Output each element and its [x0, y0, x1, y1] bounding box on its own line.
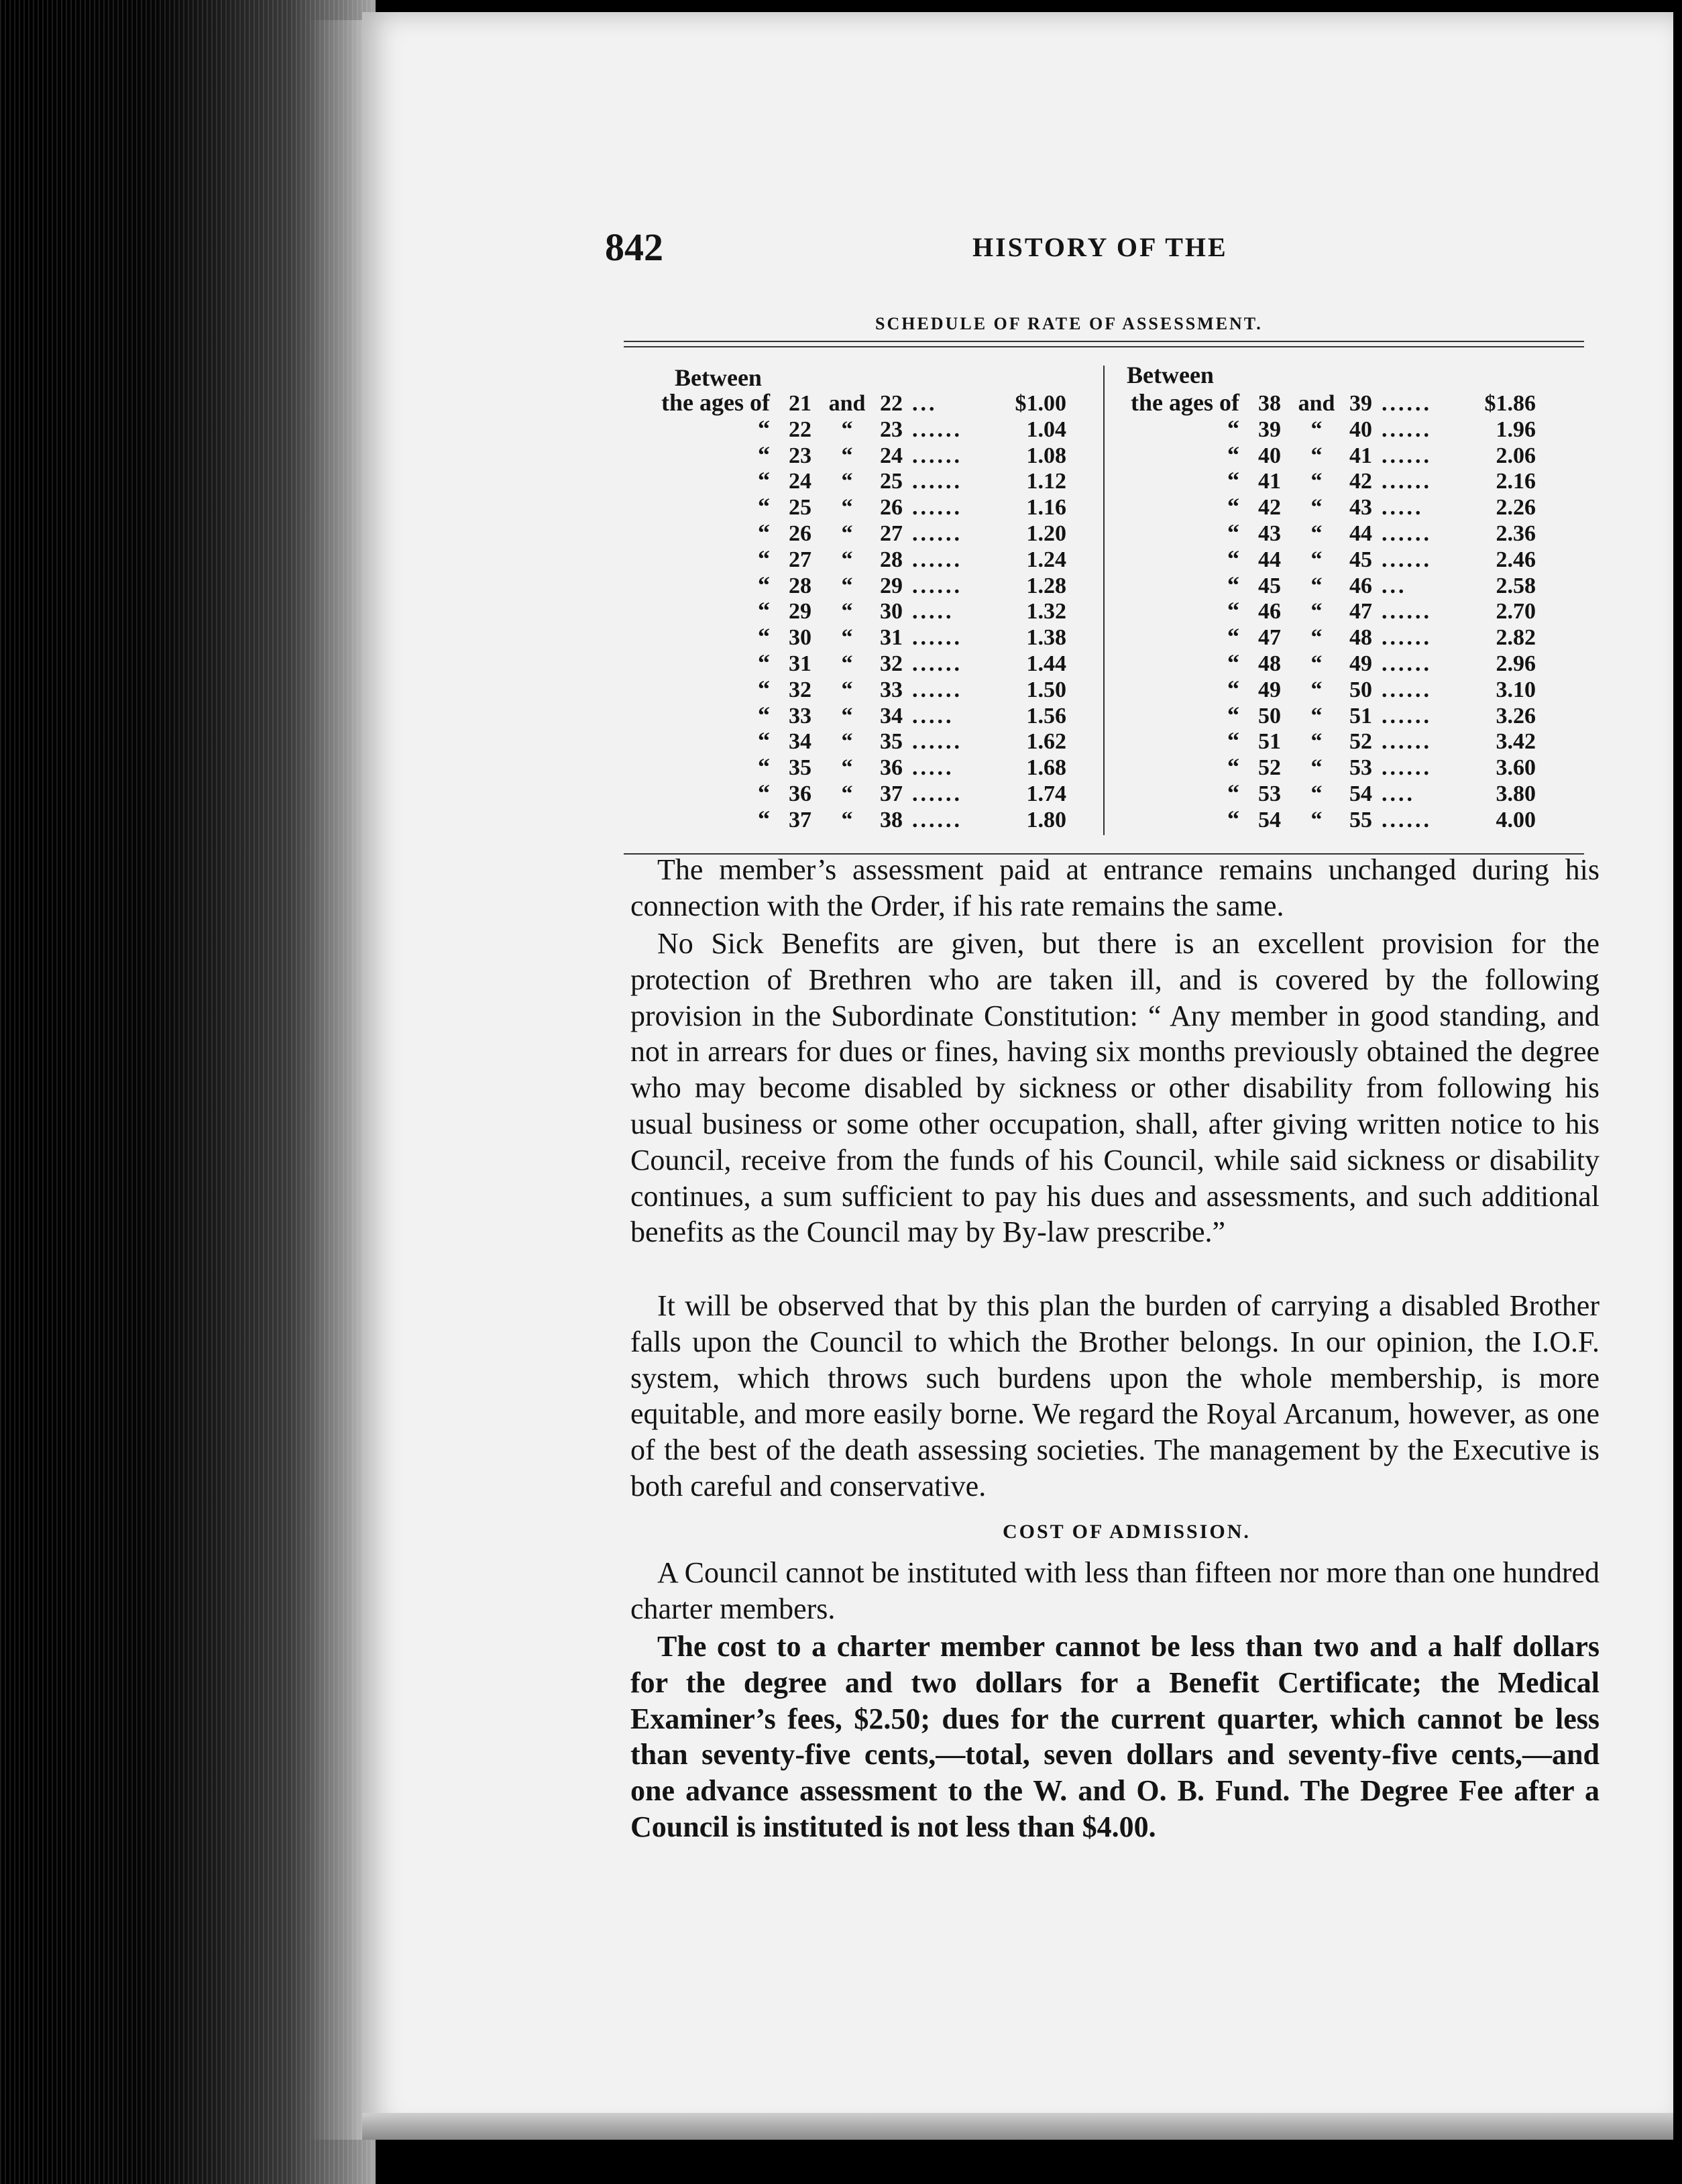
row-conjunction: “ [841, 599, 853, 624]
age-to: 28 [880, 547, 903, 572]
row-lead: “ [1227, 597, 1239, 624]
row-lead: “ [758, 519, 770, 546]
table-row [642, 675, 1066, 702]
rate-value: 2.16 [1496, 469, 1536, 494]
leader-dots: ...... [1382, 651, 1432, 676]
rate-value: 1.62 [1026, 729, 1066, 755]
row-conjunction: “ [841, 729, 853, 755]
row-conjunction: and [1298, 391, 1335, 416]
rate-value: 2.26 [1496, 495, 1536, 521]
age-to: 39 [1349, 391, 1372, 416]
paragraph-sick-benefits: No Sick Benefits are given, but there is an excellent provision for the protection of Brethren who are taken ill, and is covered by the following provision in the Subordinate Constitution: “ Any member in good standing, and not in arrears for dues or fines, having six months previously obtained the degree who may become disabled by sickness or other disability from following his usual business or some other occupation, shall, after giving written notice to his Council, receive from the funds of his Council, while said sickness or disability continues, a sum sufficient to pay his dues and assessments, and such additional benefits as the Council may by By-law prescribe.” [630, 927, 1600, 1249]
table-row [1112, 389, 1536, 416]
row-conjunction: “ [841, 625, 853, 651]
row-lead: “ [1227, 727, 1239, 755]
table-column-divider [1103, 366, 1105, 835]
age-to: 22 [880, 391, 903, 416]
rate-value: 1.50 [1026, 677, 1066, 702]
leader-dots: ...... [1382, 469, 1432, 494]
table-row [642, 702, 1066, 728]
row-conjunction: “ [841, 573, 853, 598]
paragraph-assessment: The member’s assessment paid at entrance remains unchanged during his connection with the Order, if his rate remains the same. [630, 853, 1600, 922]
leader-dots: ...... [1382, 547, 1432, 572]
table-head-word: Between [1127, 362, 1214, 388]
rate-value: 2.46 [1496, 547, 1536, 572]
age-to: 33 [880, 677, 903, 702]
table-title: SCHEDULE OF RATE OF ASSESSMENT. [875, 314, 1263, 333]
leader-dots: ... [912, 391, 938, 416]
rate-value: 2.36 [1496, 521, 1536, 546]
age-from: 40 [1258, 443, 1281, 468]
age-from: 26 [789, 521, 811, 546]
row-conjunction: “ [841, 781, 853, 806]
row-lead: “ [1227, 753, 1239, 781]
leader-dots: ...... [1382, 729, 1432, 755]
age-from: 36 [789, 781, 811, 806]
row-lead: “ [758, 649, 770, 676]
leader-dots: ...... [912, 495, 962, 521]
age-from: 32 [789, 677, 811, 702]
row-conjunction: “ [1310, 729, 1323, 755]
row-conjunction: “ [841, 495, 853, 521]
rate-value: 2.96 [1496, 651, 1536, 676]
leader-dots: ...... [912, 573, 962, 598]
rate-value: 3.26 [1496, 703, 1536, 728]
age-to: 48 [1349, 625, 1372, 651]
age-from: 39 [1258, 417, 1281, 442]
rate-value: 4.00 [1496, 807, 1536, 832]
age-from: 38 [1258, 391, 1281, 416]
age-from: 46 [1258, 599, 1281, 624]
row-lead: “ [758, 597, 770, 624]
table-row [642, 597, 1066, 624]
age-from: 51 [1258, 729, 1281, 755]
rate-value: 1.44 [1026, 651, 1066, 676]
age-to: 27 [880, 521, 903, 546]
leader-dots: ...... [912, 443, 962, 468]
paragraph-council: A Council cannot be instituted with less than fifteen nor more than one hundred charter members. [630, 1556, 1600, 1625]
row-lead: “ [1227, 779, 1239, 806]
row-conjunction: “ [841, 807, 853, 832]
leader-dots: ..... [1382, 495, 1424, 521]
rate-value: 3.80 [1496, 781, 1536, 806]
age-from: 41 [1258, 469, 1281, 494]
age-from: 49 [1258, 677, 1281, 702]
age-from: 54 [1258, 807, 1281, 832]
rate-value: 1.38 [1026, 625, 1066, 651]
age-from: 24 [789, 469, 811, 494]
row-lead: “ [758, 571, 770, 598]
rate-value: 1.56 [1026, 703, 1066, 728]
row-conjunction: “ [841, 651, 853, 676]
table-row [642, 753, 1066, 780]
table-row [642, 806, 1066, 832]
age-to: 29 [880, 573, 903, 598]
age-to: 53 [1349, 755, 1372, 781]
row-conjunction: “ [841, 443, 853, 468]
row-conjunction: “ [1310, 781, 1323, 806]
row-lead: the ages of [661, 389, 770, 416]
leader-dots: ...... [1382, 677, 1432, 702]
age-from: 37 [789, 807, 811, 832]
row-lead: “ [1227, 675, 1239, 702]
age-to: 24 [880, 443, 903, 468]
leader-dots: ...... [912, 781, 962, 806]
leader-dots: ...... [912, 417, 962, 442]
age-from: 50 [1258, 703, 1281, 728]
table-row [1112, 415, 1536, 442]
leader-dots: ...... [1382, 625, 1432, 651]
table-row [1112, 571, 1536, 598]
age-from: 22 [789, 417, 811, 442]
row-lead: “ [758, 467, 770, 494]
row-conjunction: “ [1310, 547, 1323, 572]
leader-dots: ...... [912, 547, 962, 572]
age-to: 34 [880, 703, 903, 728]
row-conjunction: “ [841, 755, 853, 781]
row-conjunction: “ [1310, 417, 1323, 442]
table-row [642, 727, 1066, 754]
row-conjunction: “ [1310, 651, 1323, 676]
row-lead: “ [1227, 519, 1239, 546]
row-conjunction: “ [1310, 703, 1323, 728]
row-conjunction: “ [841, 469, 853, 494]
age-to: 46 [1349, 573, 1372, 598]
rate-value: $1.86 [1484, 391, 1536, 416]
leader-dots: ...... [912, 807, 962, 832]
table-row [1112, 467, 1536, 494]
leader-dots: ..... [912, 755, 954, 781]
page-number: 842 [605, 225, 663, 269]
running-head: HISTORY OF THE [972, 232, 1228, 262]
age-from: 33 [789, 703, 811, 728]
age-from: 42 [1258, 495, 1281, 521]
age-from: 43 [1258, 521, 1281, 546]
row-lead: “ [1227, 701, 1239, 728]
leader-dots: ...... [1382, 443, 1432, 468]
table-row [1112, 441, 1536, 468]
leader-dots: ...... [912, 651, 962, 676]
age-from: 30 [789, 625, 811, 651]
row-conjunction: “ [1310, 495, 1323, 521]
age-to: 54 [1349, 781, 1372, 806]
leader-dots: ... [1382, 573, 1407, 598]
row-lead: “ [1227, 441, 1239, 468]
rate-value: 1.08 [1026, 443, 1066, 468]
row-lead: “ [758, 753, 770, 781]
row-lead: “ [1227, 493, 1239, 521]
table-row [642, 467, 1066, 494]
age-to: 40 [1349, 417, 1372, 442]
rate-value: 1.12 [1026, 469, 1066, 494]
row-conjunction: “ [1310, 573, 1323, 598]
rate-value: 1.28 [1026, 573, 1066, 598]
age-to: 31 [880, 625, 903, 651]
table-row [1112, 493, 1536, 520]
table-row [1112, 545, 1536, 572]
row-lead: “ [1227, 545, 1239, 572]
age-to: 36 [880, 755, 903, 781]
row-conjunction: “ [1310, 469, 1323, 494]
leader-dots: ...... [912, 729, 962, 755]
rate-value: 2.82 [1496, 625, 1536, 651]
table-row [1112, 623, 1536, 650]
age-from: 31 [789, 651, 811, 676]
age-to: 35 [880, 729, 903, 755]
row-lead: “ [758, 441, 770, 468]
age-from: 29 [789, 599, 811, 624]
rate-value: $1.00 [1015, 391, 1066, 416]
table-row [1112, 702, 1536, 728]
rate-value: 1.74 [1026, 781, 1066, 806]
age-to: 49 [1349, 651, 1372, 676]
rate-value: 1.68 [1026, 755, 1066, 781]
age-to: 52 [1349, 729, 1372, 755]
age-from: 28 [789, 573, 811, 598]
row-conjunction: “ [1310, 599, 1323, 624]
leader-dots: ...... [912, 469, 962, 494]
table-row [1112, 727, 1536, 754]
row-conjunction: “ [841, 677, 853, 702]
age-to: 32 [880, 651, 903, 676]
table-row [1112, 806, 1536, 832]
leader-dots: ...... [1382, 521, 1432, 546]
table-row [642, 415, 1066, 442]
row-lead: “ [758, 623, 770, 651]
table-row [642, 649, 1066, 676]
table-rule-top-inner [624, 346, 1584, 347]
row-conjunction: “ [1310, 521, 1323, 546]
table-row [642, 389, 1066, 416]
row-lead: “ [1227, 649, 1239, 676]
age-to: 43 [1349, 495, 1372, 521]
table-row [1112, 597, 1536, 624]
age-from: 52 [1258, 755, 1281, 781]
row-lead: “ [758, 779, 770, 806]
age-to: 45 [1349, 547, 1372, 572]
age-to: 55 [1349, 807, 1372, 832]
table-row [1112, 519, 1536, 546]
age-to: 25 [880, 469, 903, 494]
table-row [642, 623, 1066, 650]
table-row [642, 545, 1066, 572]
leader-dots: ..... [912, 703, 954, 728]
row-conjunction: “ [1310, 625, 1323, 651]
leader-dots: ...... [912, 521, 962, 546]
row-lead: “ [1227, 467, 1239, 494]
page-bottom-edge [362, 2113, 1673, 2140]
table-row [642, 571, 1066, 598]
row-conjunction: “ [841, 521, 853, 546]
age-to: 42 [1349, 469, 1372, 494]
row-conjunction: “ [1310, 755, 1323, 781]
age-from: 53 [1258, 781, 1281, 806]
age-to: 38 [880, 807, 903, 832]
rate-value: 1.96 [1496, 417, 1536, 442]
leader-dots: .... [1382, 781, 1415, 806]
table-row [1112, 753, 1536, 780]
rate-value: 2.06 [1496, 443, 1536, 468]
age-from: 34 [789, 729, 811, 755]
age-to: 23 [880, 417, 903, 442]
rate-value: 1.16 [1026, 495, 1066, 521]
table-row [642, 519, 1066, 546]
age-to: 26 [880, 495, 903, 521]
leader-dots: ...... [1382, 599, 1432, 624]
leader-dots: ...... [912, 677, 962, 702]
row-lead: “ [758, 805, 770, 832]
age-from: 21 [789, 391, 811, 416]
row-lead: “ [758, 545, 770, 572]
rate-value: 1.32 [1026, 599, 1066, 624]
row-conjunction: “ [1310, 677, 1323, 702]
leader-dots: ..... [912, 599, 954, 624]
age-to: 30 [880, 599, 903, 624]
table-row [642, 441, 1066, 468]
age-from: 45 [1258, 573, 1281, 598]
row-conjunction: “ [841, 703, 853, 728]
age-from: 47 [1258, 625, 1281, 651]
leader-dots: ...... [1382, 755, 1432, 781]
row-lead: “ [1227, 805, 1239, 832]
leader-dots: ...... [1382, 703, 1432, 728]
row-lead: “ [758, 701, 770, 728]
age-from: 35 [789, 755, 811, 781]
rate-value: 1.04 [1026, 417, 1066, 442]
rate-value: 3.42 [1496, 729, 1536, 755]
section-heading: COST OF ADMISSION. [1003, 1521, 1251, 1543]
row-lead: “ [758, 415, 770, 442]
table-rule-top [624, 341, 1584, 342]
row-lead: “ [1227, 415, 1239, 442]
rate-value: 1.20 [1026, 521, 1066, 546]
row-lead: “ [758, 675, 770, 702]
row-lead: “ [758, 727, 770, 755]
rate-value: 1.24 [1026, 547, 1066, 572]
age-to: 50 [1349, 677, 1372, 702]
rate-value: 2.58 [1496, 573, 1536, 598]
row-conjunction: “ [841, 547, 853, 572]
row-conjunction: “ [841, 417, 853, 442]
age-from: 25 [789, 495, 811, 521]
table-row [1112, 779, 1536, 806]
table-row [1112, 649, 1536, 676]
age-to: 37 [880, 781, 903, 806]
table-row [642, 779, 1066, 806]
age-to: 51 [1349, 703, 1372, 728]
age-from: 23 [789, 443, 811, 468]
table-row [642, 493, 1066, 520]
age-from: 48 [1258, 651, 1281, 676]
age-to: 41 [1349, 443, 1372, 468]
age-to: 47 [1349, 599, 1372, 624]
leader-dots: ...... [1382, 391, 1432, 416]
table-head-word: Between [675, 364, 762, 391]
row-lead: “ [1227, 571, 1239, 598]
paragraph-cost: The cost to a charter member cannot be less than two and a half dollars for the degree and two dollars for a Benefit Certificate; the Medical Examiner’s fees, $2.50; dues for the current quarter, which cannot be less than seventy-five cents,—total, seven dollars and seventy-five cents,—and one advance assessment to the W. and O. B. Fund. The Degree Fee after a Council is instituted is not less than $4.00. [630, 1630, 1600, 1843]
leader-dots: ...... [1382, 807, 1432, 832]
rate-value: 2.70 [1496, 599, 1536, 624]
leader-dots: ...... [912, 625, 962, 651]
row-lead: “ [1227, 623, 1239, 651]
row-lead: “ [758, 493, 770, 521]
age-to: 44 [1349, 521, 1372, 546]
leader-dots: ...... [1382, 417, 1432, 442]
row-conjunction: and [828, 391, 866, 416]
row-lead: the ages of [1131, 389, 1239, 416]
row-conjunction: “ [1310, 807, 1323, 832]
rate-value: 3.10 [1496, 677, 1536, 702]
rate-value: 3.60 [1496, 755, 1536, 781]
row-conjunction: “ [1310, 443, 1323, 468]
paragraph-observation: It will be observed that by this plan the burden of carrying a disabled Brother falls upon the Council to which the Brother belongs. In our opinion, the I.O.F. system, which throws such burdens upon the whole membership, is more equitable, and more easily borne. We regard the Royal Arcanum, however, as one of the best of the death assessing societies. The management by the Executive is both careful and conservative. [630, 1289, 1600, 1503]
rate-value: 1.80 [1026, 807, 1066, 832]
age-from: 27 [789, 547, 811, 572]
age-from: 44 [1258, 547, 1281, 572]
table-row [1112, 675, 1536, 702]
